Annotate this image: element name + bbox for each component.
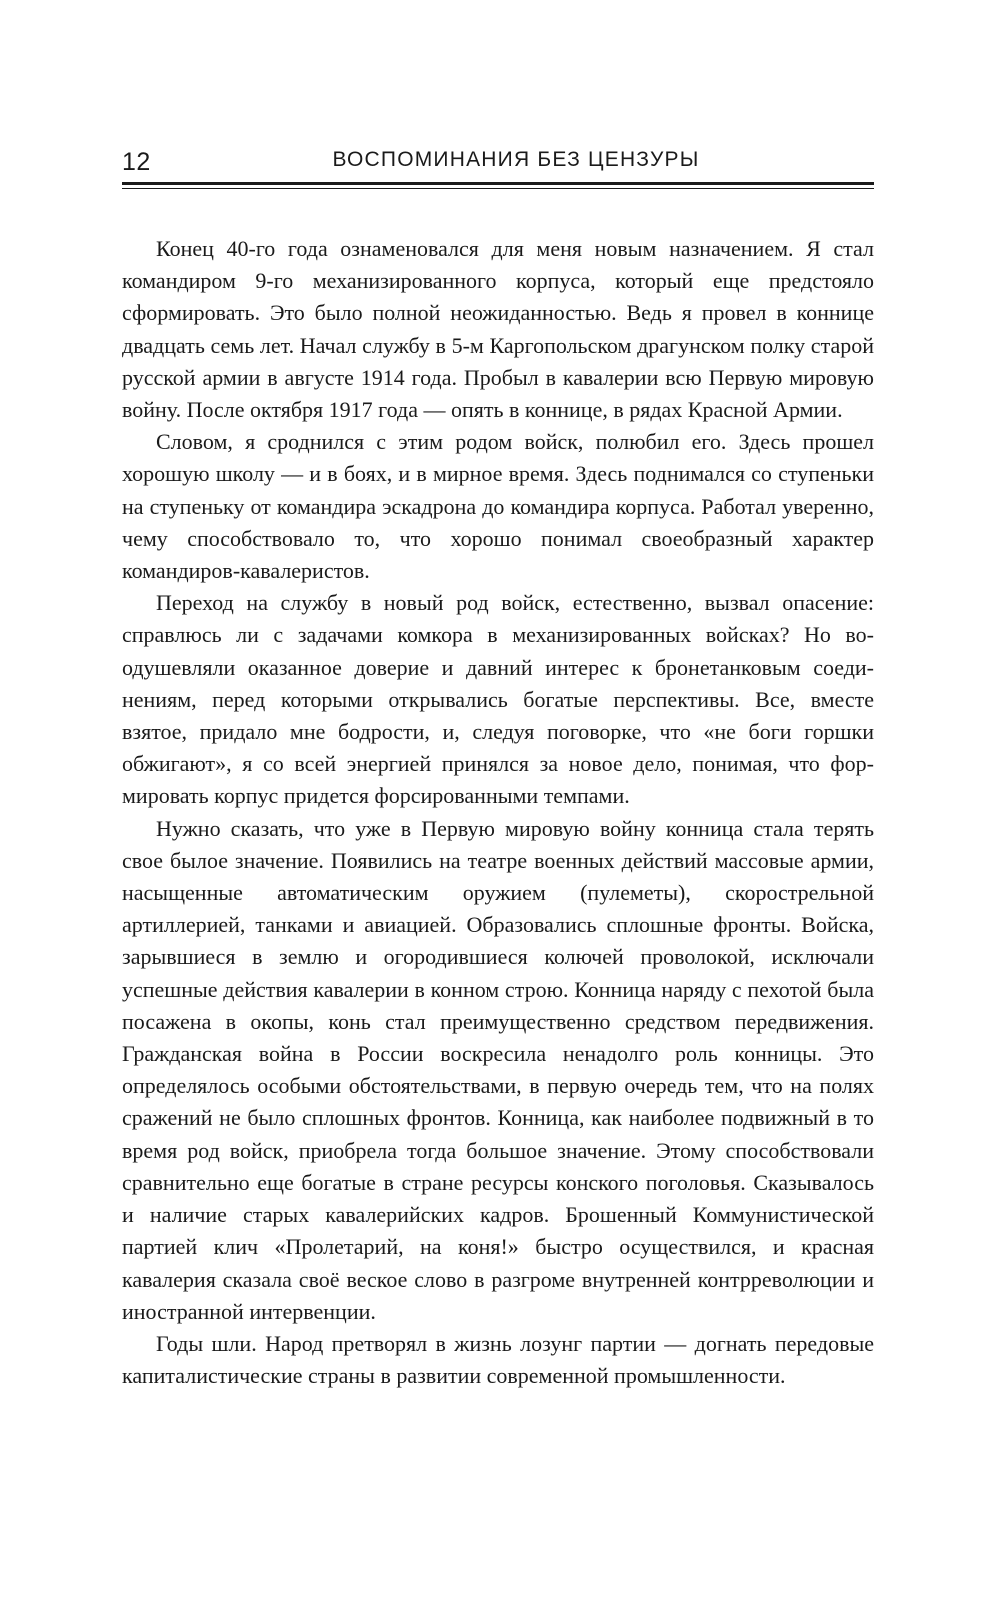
page-number: 12 bbox=[122, 148, 151, 176]
header-rule-thick bbox=[122, 182, 874, 185]
paragraph: Нужно сказать, что уже в Первую мировую войну конница стала терять свое былое значение. Появились на театре военных действий массовые армии, насыщенные автоматическим оружием (пулеметы), скорострельной артиллерией, танками и авиацией. Образовались сплошные фронты. Войска, зарывшиеся в землю и огородившиеся колючей проволокой, исключали успешные действия кавалерии в конном строю. Конница наряду с пехотой была посажена в окопы, конь стал преимущественно средством передвижения. Гражданская война в России воскресила ненадолго роль конницы. Это определялось особыми обстоятельствами, в первую очередь тем, что на полях сражений не было сплошных фронтов. Конница, как наиболее подвижный в то время род войск, приобрела тогда большое значение. Этому способствовали сравнительно еще богатые в стране ресурсы конского поголовья. Сказывалось и наличие старых кавалерийских кадров. Брошенный Коммунистической партией клич «Пролетарий, на коня!» быстро осуществился, и красная кавалерия сказала своё веское слово в разгроме внутренней контрреволюции и иностранной интервенции. bbox=[122, 815, 874, 1324]
paragraph: Словом, я сроднился с этим родом войск, полюбил его. Здесь прошел хорошую школу — и в боях, и в мирное время. Здесь поднимался со ступеньки на ступеньку от командира эскадрона до командира корпуса. Работал уверенно, чему способствовало то, что хорошо понимал своеобразный характер командиров-кавалеристов. bbox=[122, 429, 874, 584]
book-title: ВОСПОМИНАНИЯ БЕЗ ЦЕНЗУРЫ bbox=[332, 148, 700, 171]
book-page bbox=[122, 140, 874, 1392]
paragraph: Конец 40-го года ознаменовался для меня новым назначением. Я стал командиром 9-го механизированного корпуса, который еще предстояло сформировать. Это было полной неожиданностью. Ведь я провел в коннице двадцать семь лет. Начал службу в 5-м Каргопольском драгунском полку старой русской армии в августе 1914 года. Пробыл в кавалерии всю Первую мировую войну. После октября 1917 года — опять в коннице, в рядах Красной Армии. bbox=[122, 236, 874, 423]
header-rule-thin bbox=[122, 188, 874, 189]
paragraph: Годы шли. Народ претворял в жизнь лозунг партии — догнать передовые капиталистические страны в развитии современной промышленности. bbox=[122, 1330, 874, 1389]
running-head bbox=[122, 140, 874, 182]
paragraph: Переход на службу в новый род войск, естественно, вызвал опасение: справлюсь ли с задачами комкора в механизированных войсках? Но воодушевляли оказанное доверие и давний интерес к бронетанковым соединениям, перед которыми открывались богатые перспективы. Все, вместе взятое, придало мне бодрости, и, следуя поговорке, что «не боги горшки обжигают», я со всей энергией принялся за новое дело, понимая, что формировать корпус придется форсированными темпами. bbox=[122, 590, 874, 809]
body-text bbox=[122, 233, 874, 1392]
